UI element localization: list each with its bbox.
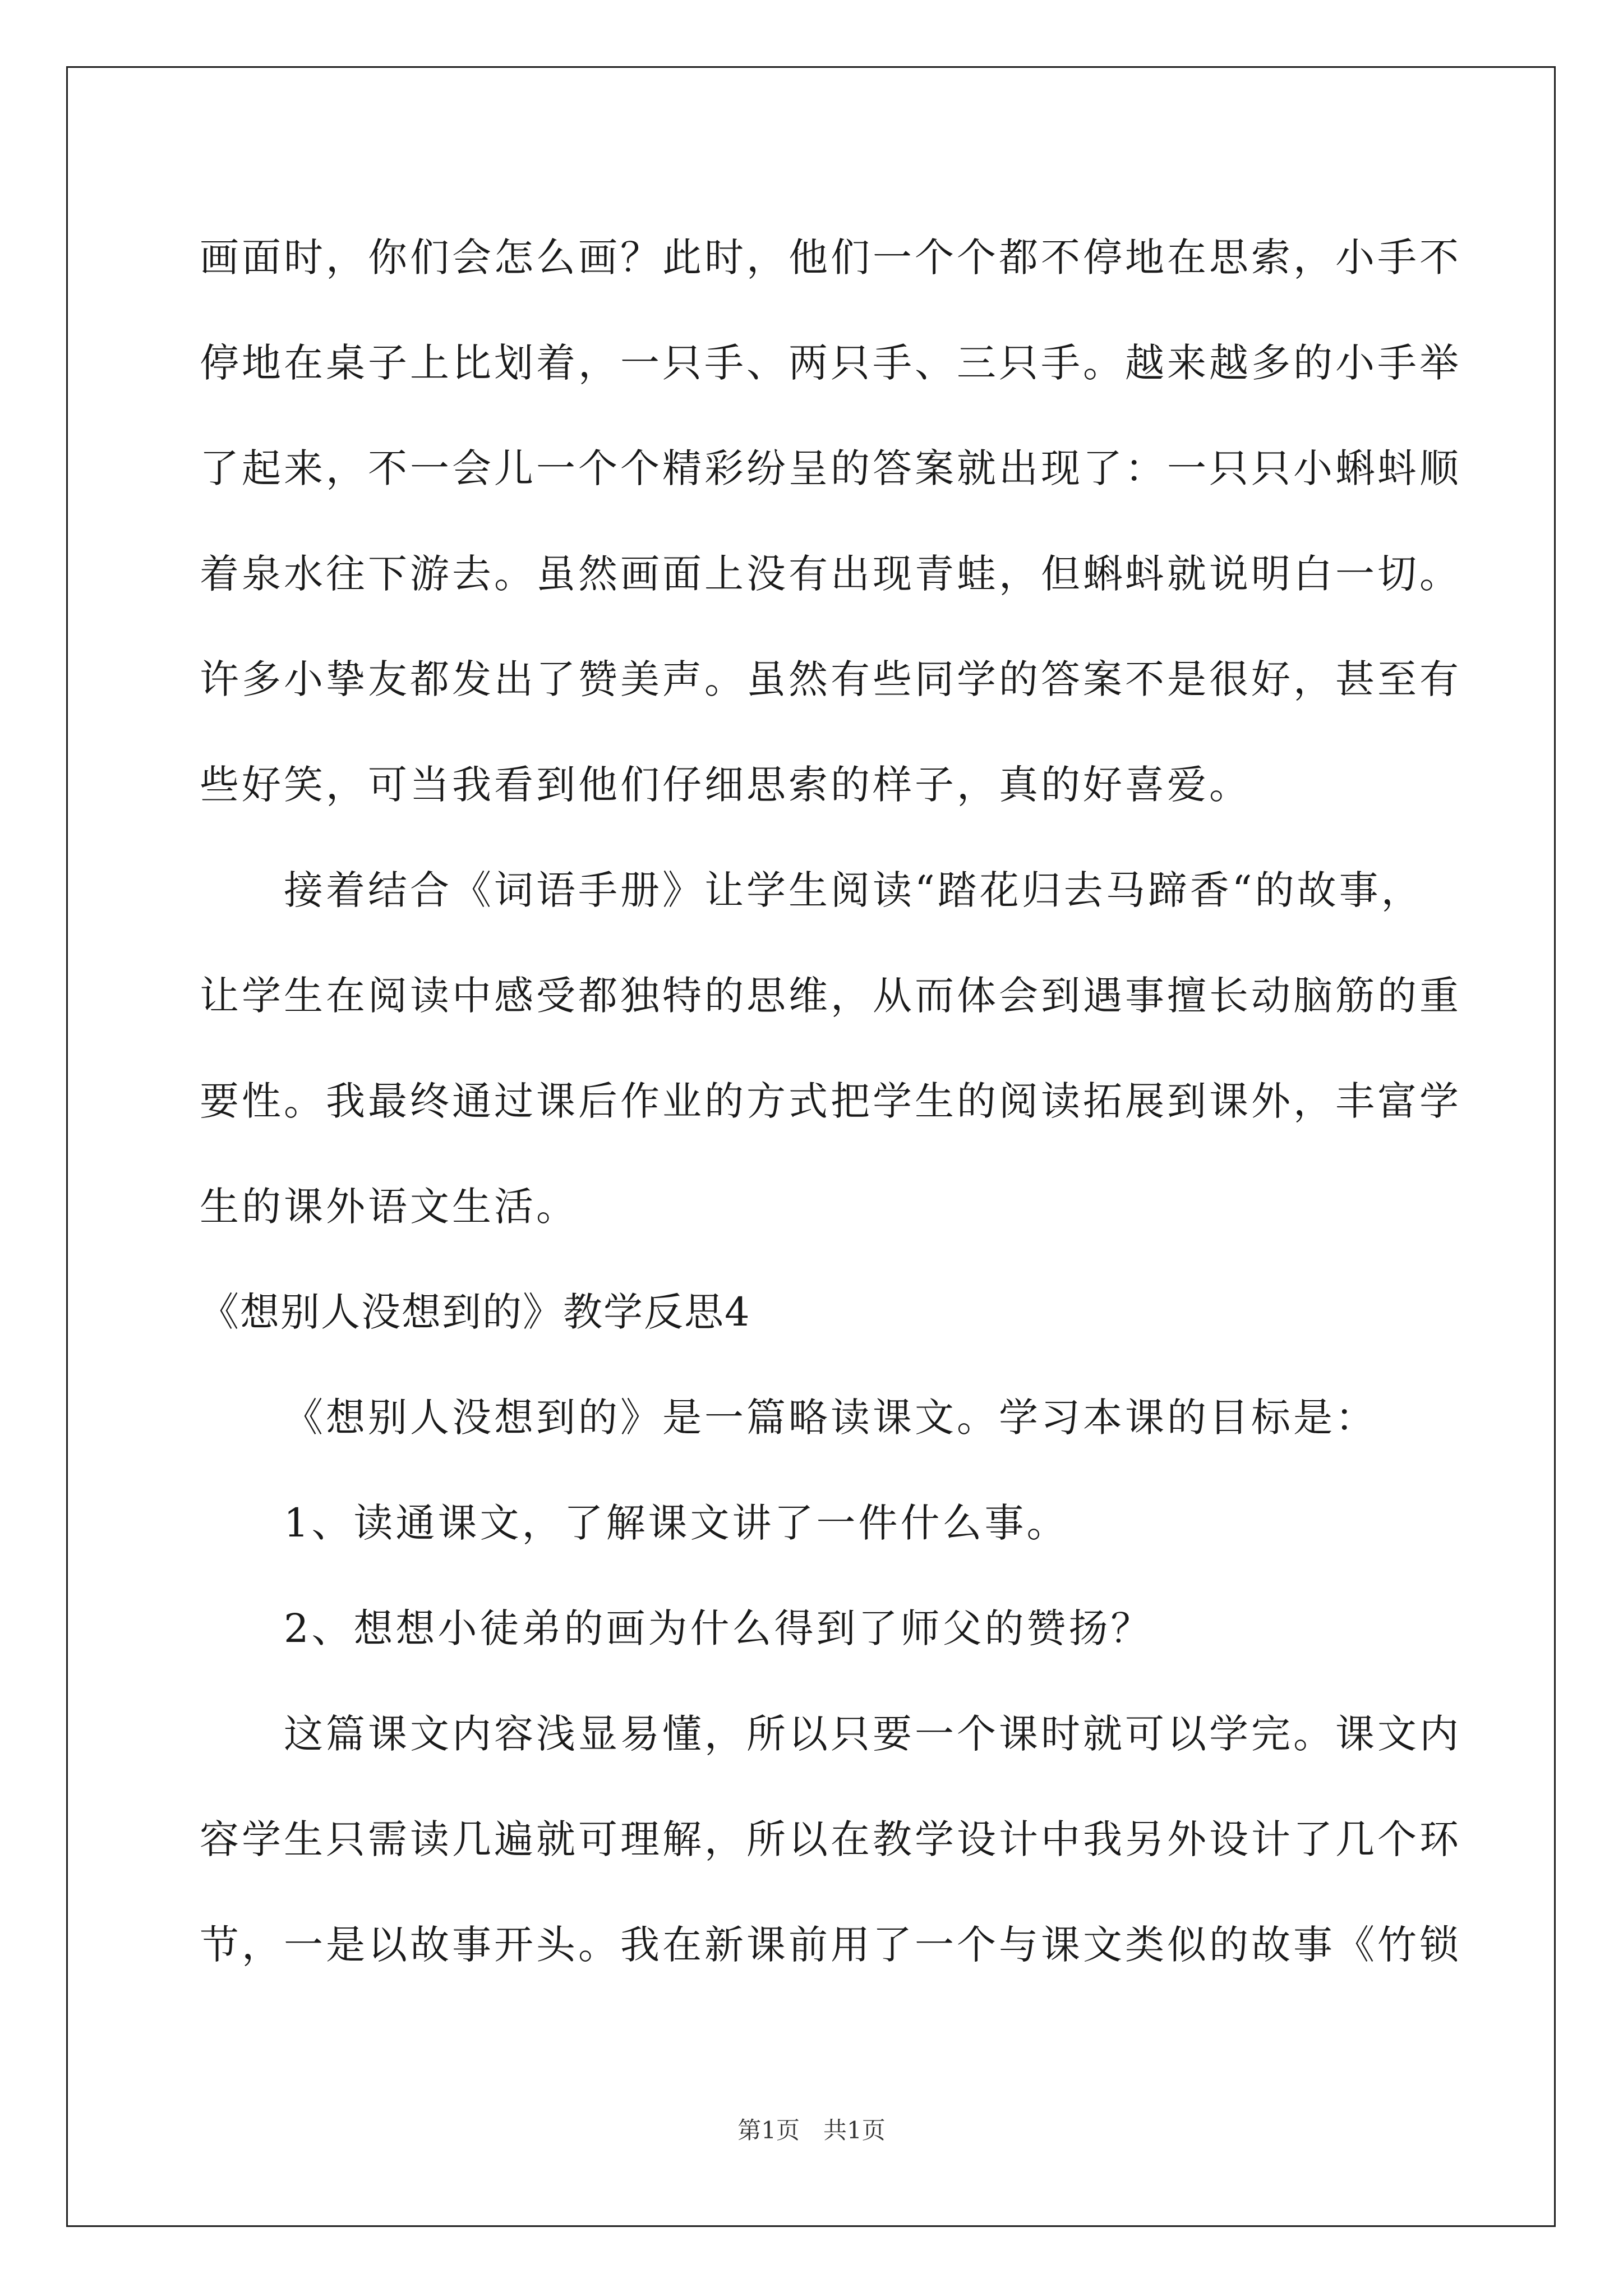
document-body [200,205,1461,1998]
paragraph-line: 这篇课文内容浅显易懂，所以只要一个课时就可以学完。课文内 [284,1711,1461,1757]
paragraph-line: 些好笑，可当我看到他们仔细思索的样子，真的好喜爱。 [200,762,1251,808]
paragraph-line: 要性。我最终通过课后作业的方式把学生的阅读拓展到课外，丰富学 [200,1078,1461,1124]
paragraph-line: 《想别人没想到的》是一篇略读课文。学习本课的目标是： [284,1395,1377,1441]
paragraph-line: 许多小挚友都发出了赞美声。虽然有些同学的答案不是很好，甚至有 [200,656,1461,702]
list-item: 1、读通课文，了解课文讲了一件什么事。 [284,1500,1069,1546]
paragraph-line: 节，一是以故事开头。我在新课前用了一个与课文类似的故事《竹锁 [200,1922,1461,1968]
paragraph-line: 让学生在阅读中感受都独特的思维，从而体会到遇事擅长动脑筋的重 [200,973,1461,1019]
page-number-footer: 第1页 共1页 [737,2116,886,2144]
paragraph-line: 画面时，你们会怎么画？此时，他们一个个都不停地在思索，小手不 [200,234,1461,280]
list-item: 2、想想小徒弟的画为什么得到了师父的赞扬？ [284,1605,1153,1651]
paragraph-line: 了起来，不一会儿一个个精彩纷呈的答案就出现了：一只只小蝌蚪顺 [200,445,1461,491]
section-heading: 《想别人没想到的》教学反思4 [200,1289,751,1335]
paragraph-line: 接着结合《词语手册》让学生阅读“踏花归去马蹄香“的故事， [284,867,1423,913]
paragraph-line: 着泉水往下游去。虽然画面上没有出现青蛙，但蝌蚪就说明白一切。 [200,551,1461,597]
paragraph-line: 生的课外语文生活。 [200,1184,578,1230]
paragraph-line: 容学生只需读几遍就可理解，所以在教学设计中我另外设计了几个环 [200,1816,1461,1862]
paragraph-line: 停地在桌子上比划着，一只手、两只手、三只手。越来越多的小手举 [200,340,1461,386]
